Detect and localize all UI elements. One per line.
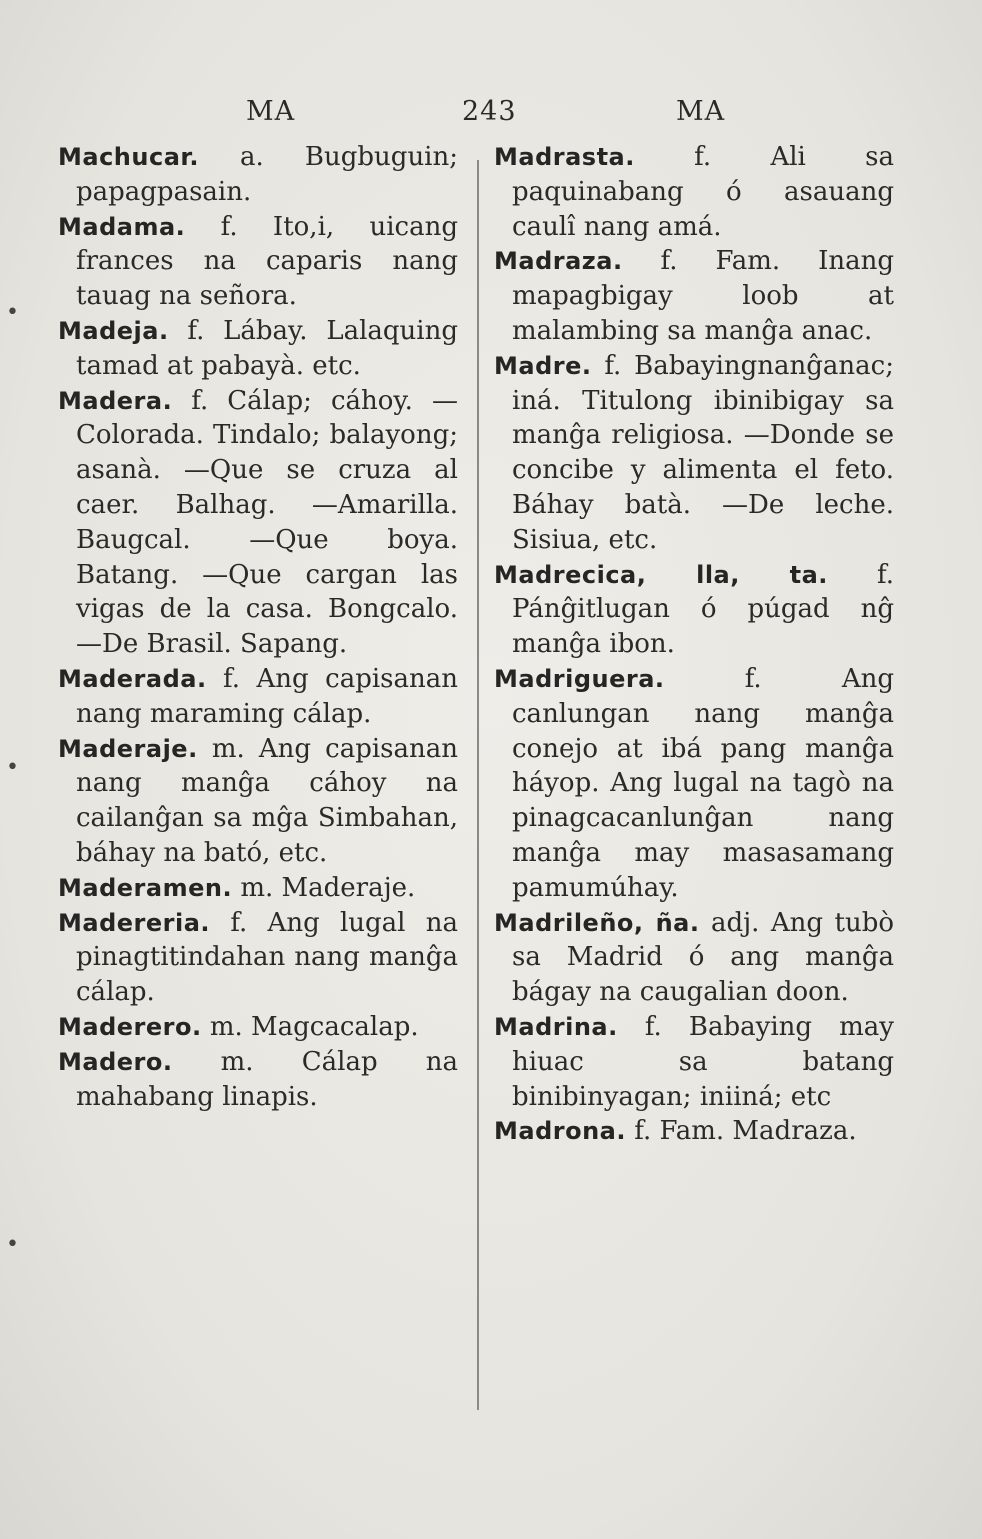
entry-headword: Madrina. [494, 1012, 618, 1041]
dictionary-entry [494, 906, 894, 1010]
entry-headword: Maderamen. [58, 873, 233, 902]
entry-headword: Madero. [58, 1047, 173, 1076]
right-column [494, 140, 894, 1149]
dictionary-entry [58, 1045, 458, 1115]
dictionary-entry [58, 871, 458, 906]
dictionary-entry [58, 140, 458, 210]
entry-definition: f. Ang capisanan nang maraming cálap. [76, 663, 458, 729]
left-column [58, 140, 458, 1114]
header-left-guide-word: MA [246, 96, 296, 127]
dictionary-entry [58, 210, 458, 314]
dictionary-entry [494, 558, 894, 662]
entry-headword: Madraza. [494, 247, 623, 276]
entry-headword: Madrasta. [494, 143, 635, 171]
entry-definition: f. Lábay. Lalaquing tamad at pabayà. etc. [76, 315, 459, 381]
entry-definition: f. Ang canlungan nang manĝa conejo at ibá pang manĝa háyop. Ang lugal na tagò na pinagcacanlunĝan nang manĝa may masasamang pamumúhay. [512, 663, 895, 903]
entry-headword: Maderaje. [58, 734, 198, 763]
dictionary-entry [58, 662, 458, 732]
running-header [0, 96, 982, 136]
entry-definition: m. Maderaje. [240, 872, 416, 903]
entry-definition: f. Ito,i, uicang frances na caparis nang tauag na señora. [76, 211, 458, 312]
dictionary-entry [58, 384, 458, 662]
entry-headword: Madrecica, lla, ta. [494, 560, 828, 589]
entry-headword: Madre. [494, 351, 592, 380]
entry-headword: Madrona. [494, 1117, 626, 1146]
dictionary-entry [58, 906, 458, 1010]
entry-definition: f. Cálap; cáhoy. —Colorada. Tindalo; balayong; asanà. —Que se cruza al caer. Balhag. —Amarilla. Baugcal. —Que boya. Batang. —Que cargan las vigas de la casa. Bongcalo. —De Brasil. Sapang. [76, 385, 458, 660]
dictionary-entry [494, 349, 894, 558]
entry-definition: f. Pánĝitlugan ó púgad nĝ manĝa ibon. [512, 559, 895, 660]
entry-headword: Madereria. [58, 908, 211, 937]
margin-mark: • [6, 755, 19, 780]
entry-headword: Maderero. [58, 1012, 202, 1041]
entry-headword: Madera. [58, 386, 173, 415]
entry-definition: f. Ali sa paquinabang ó asauang caulî nang amá. [512, 142, 894, 242]
entry-headword: Madrileño, ña. [494, 908, 700, 937]
entry-definition: f. Babaying may hiuac sa batang binibinyagan; iniiná; etc [512, 1011, 894, 1112]
page-number: 243 [462, 96, 517, 127]
entry-definition: f. Babayingnanĝanac; iná. Titulong ibinibigay sa manĝa religiosa. —Donde se concibe y alimenta el feto. Báhay batà. —De leche. Sisiua, etc. [512, 350, 894, 555]
margin-mark: • [6, 300, 19, 325]
entry-definition: f. Fam. Inang mapagbigay loob at malambing sa manĝa anac. [512, 246, 894, 346]
column-divider [477, 160, 479, 1410]
dictionary-entry [494, 244, 894, 348]
entry-headword: Madama. [58, 212, 186, 241]
dictionary-entry [494, 1010, 894, 1114]
margin-mark: • [6, 1232, 19, 1257]
entry-headword: Madriguera. [494, 664, 665, 693]
entry-headword: Madeja. [58, 316, 169, 345]
entry-definition: f. Ang lugal na pinagtitindahan nang manĝa cálap. [76, 907, 459, 1008]
dictionary-entry [58, 732, 458, 871]
entry-definition: a. Bugbuguin; papagpasain. [76, 142, 459, 207]
entry-headword: Machucar. [58, 143, 199, 171]
header-right-guide-word: MA [676, 96, 726, 127]
entry-definition: f. Fam. Madraza. [634, 1116, 857, 1147]
entry-headword: Maderada. [58, 664, 207, 693]
entry-definition: m. Cálap na mahabang linapis. [76, 1046, 458, 1112]
dictionary-entry [494, 1114, 894, 1149]
dictionary-entry [58, 314, 458, 384]
dictionary-entry [58, 1010, 458, 1045]
entry-definition: m. Magcacalap. [209, 1011, 419, 1042]
entry-definition: m. Ang capisanan nang manĝa cáhoy na cailanĝan sa mĝa Simbahan, báhay na bató, etc. [76, 733, 458, 868]
dictionary-entry [494, 662, 894, 906]
dictionary-entry [494, 140, 894, 244]
entry-definition: adj. Ang tubò sa Madrid ó ang manĝa bágay na caugalian doon. [512, 907, 894, 1008]
